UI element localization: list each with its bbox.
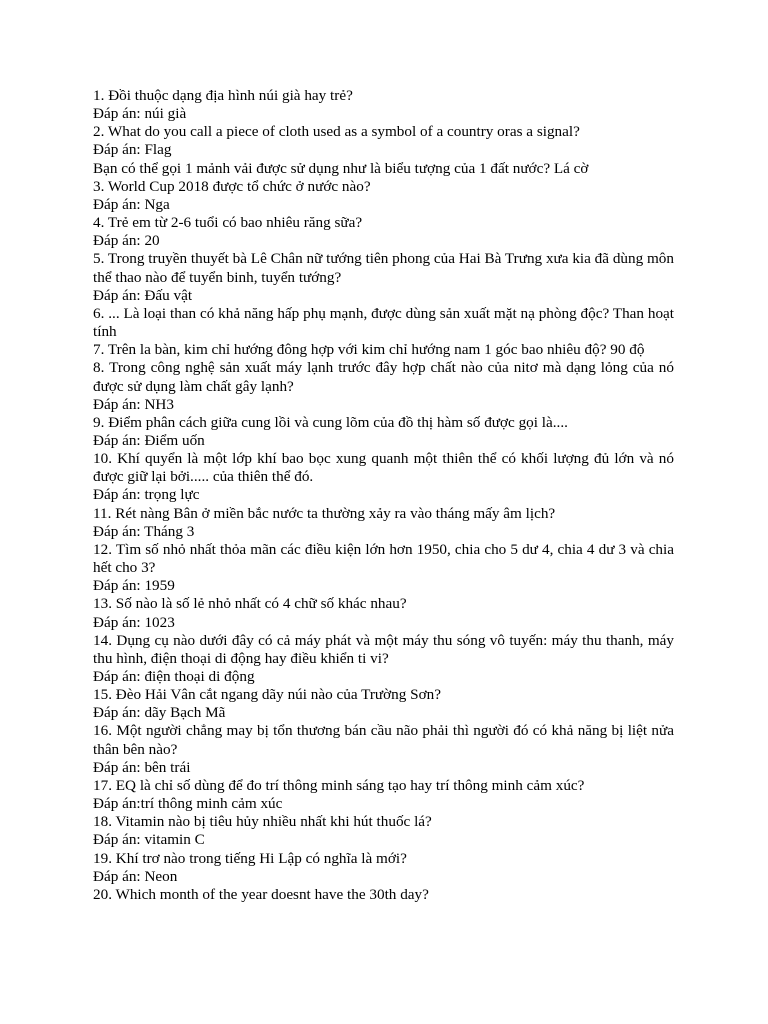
answer-16: Đáp án: bên trái (93, 758, 191, 776)
question-15: 15. Đèo Hải Vân cắt ngang dãy núi nào của Trường Sơn? (93, 686, 441, 704)
question-6: 6. ... Là loại than có khả năng hấp phụ mạnh, được dùng sản xuất mặt nạ phòng độc? Than hoạt tính (93, 304, 678, 341)
question-3: 3. World Cup 2018 được tổ chức ở nước nào? (93, 177, 371, 195)
question-19: 19. Khí trơ nào trong tiếng Hi Lập có nghĩa là mới? (93, 849, 407, 867)
answer-1: Đáp án: núi già (93, 105, 187, 123)
question-2-translation: Bạn có thể gọi 1 mảnh vải được sử dụng như là biểu tượng của 1 đất nước? Lá cờ (93, 159, 589, 177)
question-1: 1. Đồi thuộc dạng địa hình núi già hay trẻ? (93, 87, 353, 104)
answer-12: Đáp án: 1959 (93, 577, 175, 595)
question-17: 17. EQ là chỉ số dùng để đo trí thông minh sáng tạo hay trí thông minh cảm xúc? (93, 776, 585, 794)
answer-10: Đáp án: trọng lực (93, 486, 200, 504)
question-10: 10. Khí quyển là một lớp khí bao bọc xung quanh một thiên thể có khối lượng đủ lớn và nó được giữ lại bởi..... của thiên thể đó. (93, 450, 678, 486)
question-13: 13. Số nào là số lẻ nhỏ nhất có 4 chữ số khác nhau? (93, 595, 407, 613)
answer-17: Đáp án:trí thông minh cảm xúc (93, 795, 283, 813)
question-8: 8. Trong công nghệ sản xuất máy lạnh trước đây hợp chất nào của nitơ mà dạng lỏng của nó được sử dụng làm chất gây lạnh? (93, 359, 678, 395)
answer-13: Đáp án: 1023 (93, 613, 175, 631)
question-20: 20. Which month of the year doesnt have the 30th day? (93, 885, 429, 903)
answer-18: Đáp án: vitamin C (93, 831, 205, 849)
answer-3: Đáp án: Nga (93, 195, 170, 213)
answer-14: Đáp án: điện thoại di động (93, 668, 255, 685)
question-5: 5. Trong truyền thuyết bà Lê Chân nữ tướng tiên phong của Hai Bà Trưng xưa kia đã dùng môn thể thao nào để tuyển binh, tuyển tướng? (93, 250, 678, 286)
question-14: 14. Dụng cụ nào dưới đây có cả máy phát và một máy thu sóng vô tuyến: máy thu thanh, máy thu hình, điện thoại di động hay điều khiển ti vi? (93, 631, 678, 667)
answer-15: Đáp án: dãy Bạch Mã (93, 704, 226, 722)
answer-19: Đáp án: Neon (93, 867, 178, 885)
answer-5: Đáp án: Đấu vật (93, 286, 193, 304)
question-4: 4. Trẻ em từ 2-6 tuổi có bao nhiêu răng sữa? (93, 214, 363, 232)
answer-8: Đáp án: NH3 (93, 395, 174, 413)
question-2: 2. What do you call a piece of cloth used as a symbol of a country oras a signal? (93, 123, 580, 141)
answer-9: Đáp án: Điểm uốn (93, 431, 205, 449)
answer-4: Đáp án: 20 (93, 232, 160, 250)
question-16: 16. Một người chẳng may bị tổn thương bán cầu não phải thì người đó có khả năng bị liệt nửa thân bên nào? (93, 722, 678, 758)
question-12: 12. Tìm số nhỏ nhất thỏa mãn các điều kiện lớn hơn 1950, chia cho 5 dư 4, chia 4 dư 3 và chia hết cho 3? (93, 540, 678, 577)
question-18: 18. Vitamin nào bị tiêu hủy nhiều nhất khi hút thuốc lá? (93, 813, 432, 831)
answer-11: Đáp án: Tháng 3 (93, 522, 195, 540)
question-7: 7. Trên la bàn, kim chỉ hướng đông hợp với kim chỉ hướng nam 1 góc bao nhiêu độ? 90 độ (93, 341, 645, 359)
answer-2: Đáp án: Flag (93, 141, 172, 159)
question-9: 9. Điểm phân cách giữa cung lồi và cung lõm của đồ thị hàm số được gọi là.... (93, 413, 568, 431)
question-11: 11. Rét nàng Bân ở miền bắc nước ta thường xảy ra vào tháng mấy âm lịch? (93, 504, 556, 522)
document-page (93, 87, 678, 904)
